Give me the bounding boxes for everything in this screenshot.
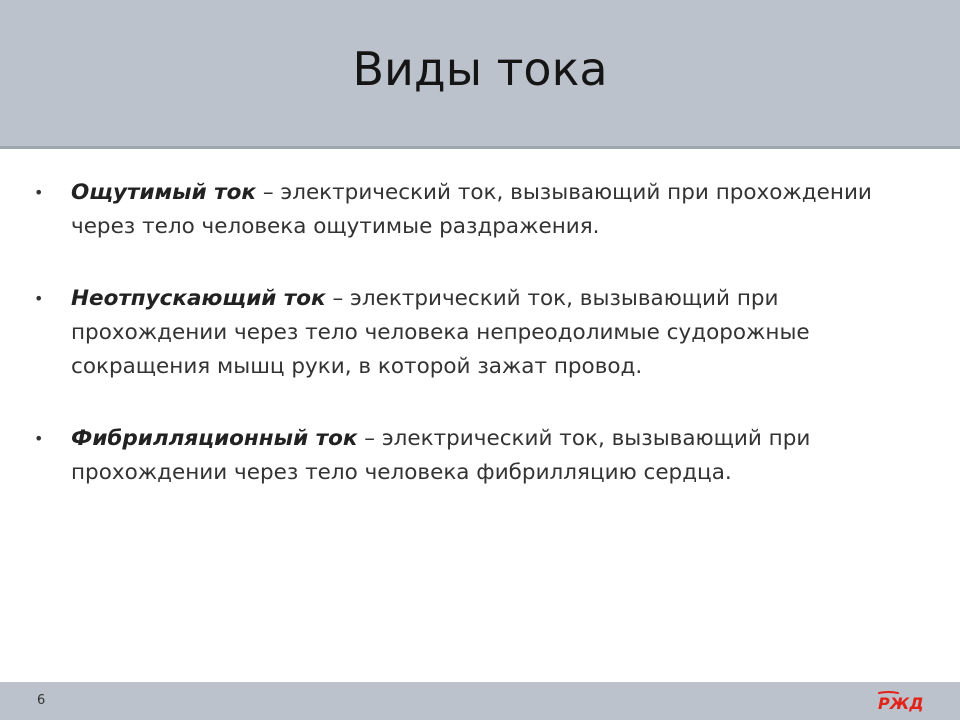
bullet-definition: – электрический ток, вызывающий при прохождении через тело человека ощутимые раздражения. (71, 180, 872, 239)
rzd-logo-icon (876, 690, 924, 712)
bullet-term: Ощутимый ток (71, 180, 256, 205)
title-divider (0, 146, 960, 149)
logo-text: РЖД (878, 694, 924, 712)
bullet-definition: – электрический ток, вызывающий при прохождении через тело человека непреодолимые судорожные сокращения мышц руки, в которой зажат провод. (71, 286, 810, 379)
bullet-icon: • (34, 183, 44, 202)
bullet-definition: – электрический ток, вызывающий при прохождении через тело человека фибрилляцию сердца. (71, 426, 811, 485)
bullet-item-3 (34, 422, 914, 490)
bullet-term: Неотпускающий ток (71, 286, 326, 311)
footer-band (0, 682, 960, 720)
bullet-icon: • (34, 289, 44, 308)
bullet-item-2 (34, 282, 914, 384)
slide-title: Виды тока (352, 42, 608, 96)
page-number: 6 (37, 693, 46, 708)
bullet-list (34, 176, 914, 490)
bullet-item-1 (34, 176, 914, 244)
bullet-term: Фибрилляционный ток (71, 426, 358, 451)
bullet-icon: • (34, 429, 44, 448)
